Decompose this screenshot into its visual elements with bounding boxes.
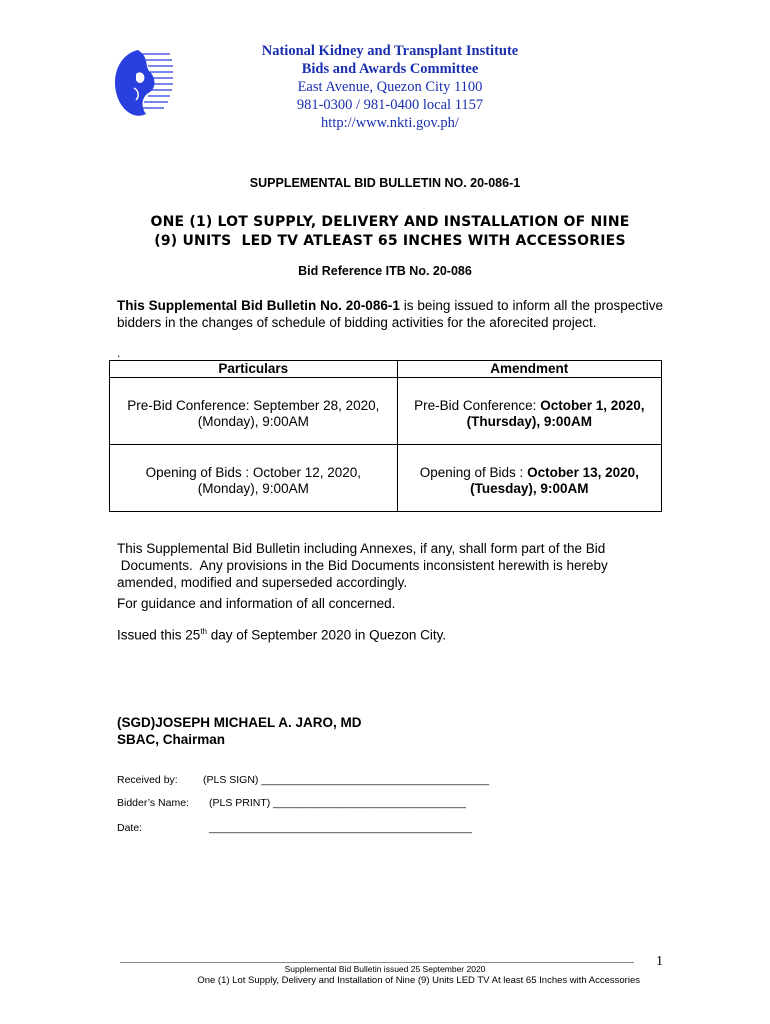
nkti-logo	[112, 44, 174, 124]
amendment-line	[406, 465, 653, 481]
footer-line-2: One (1) Lot Supply, Delivery and Installation of Nine (9) Units LED TV At least 65 Inches with Accessories	[197, 975, 640, 986]
issued-post: day of September 2020 in Quezon City.	[206, 627, 447, 643]
annex-line: amended, modified and superseded accordingly.	[117, 575, 408, 590]
guidance-paragraph: For guidance and information of all concerned.	[117, 596, 396, 611]
header-particulars: Particulars	[110, 361, 398, 378]
subject-line-1: ONE (1) LOT SUPPLY, DELIVERY AND INSTALLATION OF NINE	[150, 214, 630, 230]
org-website[interactable]: http://www.nkti.gov.ph/	[321, 115, 459, 131]
intro-rest: is being issued to inform all the prospective bidders in the changes of schedule of bidding activities for the aforecited project.	[117, 298, 663, 330]
issued-paragraph	[117, 623, 657, 644]
amendment-table	[109, 360, 662, 512]
signatory-title: SBAC, Chairman	[117, 732, 226, 747]
annex-line: Documents. Any provisions in the Bid Documents inconsistent herewith is hereby	[117, 558, 608, 573]
table-row	[110, 378, 662, 445]
footer-divider	[120, 962, 634, 963]
amendment-date: October 13, 2020,	[527, 465, 639, 480]
amendment-day-time: (Tuesday), 9:00AM	[470, 481, 589, 496]
org-name: National Kidney and Transplant Institute	[261, 43, 519, 59]
subject-title	[90, 213, 690, 251]
signatory-name: (SGD)JOSEPH MICHAEL A. JARO, MD	[117, 715, 362, 730]
received-by-line	[117, 774, 490, 786]
date-field[interactable]: _____________________________________________	[209, 822, 472, 834]
received-label: Received by:	[117, 774, 178, 786]
amendment-prefix: Pre-Bid Conference:	[414, 398, 541, 413]
amendment-date: October 1, 2020,	[540, 398, 645, 413]
amendment-line	[406, 398, 653, 414]
amendment-cell	[397, 445, 661, 512]
bulletin-number: SUPPLEMENTAL BID BULLETIN NO. 20-086-1	[249, 176, 521, 190]
bidder-label: Bidder’s Name:	[117, 797, 189, 809]
subject-line-2: (9) UNITS LED TV ATLEAST 65 INCHES WITH ACCESSORIES	[154, 233, 626, 249]
amendment-prefix: Opening of Bids :	[419, 465, 528, 480]
org-address: East Avenue, Quezon City 1100	[297, 79, 483, 95]
particular-line: Opening of Bids : October 12, 2020,	[145, 465, 361, 480]
amendment-day-time: (Thursday), 9:00AM	[466, 414, 592, 429]
annex-line: This Supplemental Bid Bulletin including Annexes, if any, shall form part of the Bid	[117, 541, 606, 556]
table-row	[110, 445, 662, 512]
committee-name: Bids and Awards Committee	[301, 61, 479, 77]
particular-line: (Monday), 9:00AM	[197, 414, 309, 429]
footer-line-1: Supplemental Bid Bulletin issued 25 September 2020	[284, 964, 486, 974]
date-line	[117, 822, 472, 834]
table-header-row	[110, 361, 662, 378]
bidder-field[interactable]: (PLS PRINT) _________________________________	[209, 797, 466, 809]
amendment-cell	[397, 378, 661, 445]
issued-pre: Issued this 25	[117, 627, 201, 643]
particular-cell	[110, 378, 398, 445]
header-amendment: Amendment	[397, 361, 661, 378]
letterhead	[220, 42, 560, 132]
signature-block	[117, 714, 362, 748]
particular-line: (Monday), 9:00AM	[197, 481, 309, 496]
intro-bold: This Supplemental Bid Bulletin No. 20-086-1	[117, 298, 400, 313]
bid-reference: Bid Reference ITB No. 20-086	[298, 264, 472, 278]
annex-paragraph	[117, 540, 657, 591]
page-number: 1	[656, 954, 663, 969]
bidder-name-line	[117, 797, 466, 809]
received-field[interactable]: (PLS SIGN) _______________________________________	[203, 774, 490, 786]
particular-cell	[110, 445, 398, 512]
issued-sup: th	[200, 627, 207, 636]
intro-paragraph	[117, 297, 663, 331]
org-phone: 981-0300 / 981-0400 local 1157	[296, 97, 484, 113]
stray-dot: .	[117, 346, 121, 360]
date-label: Date:	[117, 822, 143, 834]
particular-line: Pre-Bid Conference: September 28, 2020,	[127, 398, 380, 413]
